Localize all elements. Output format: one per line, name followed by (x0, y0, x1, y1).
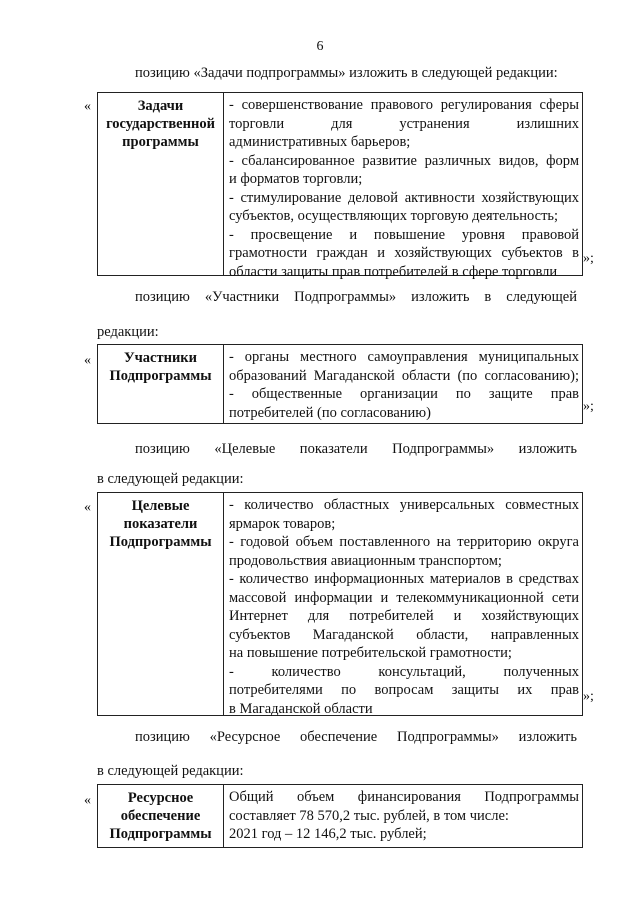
label-line: Задачи (137, 98, 184, 114)
intro-line: позицию «Участники Подпрограммы» изложить в следующей (135, 289, 577, 305)
text-line: - годовой объем поставленного на территорию округа (229, 534, 579, 550)
text-line: - количество консультаций, полученных (229, 663, 579, 680)
tasks-table (97, 92, 583, 280)
label-line: показатели (123, 516, 198, 532)
label-line: Целевые (131, 498, 190, 514)
text-line: области защиты прав потребителей в сфере торговли (229, 263, 558, 280)
text-line: составляет 78 570,2 тыс. рублей, в том числе: (229, 807, 509, 824)
participants-text (224, 345, 582, 423)
text-line: на повышение потребительской грамотности; (229, 645, 512, 661)
targets-text (224, 493, 582, 715)
text-line: и форматов торговли; (229, 171, 363, 187)
text-line: - общественные организации по защите прав (229, 386, 579, 402)
label-line: Подпрограммы (109, 826, 212, 842)
text-line: потребителями по вопросам защиты их прав (229, 682, 579, 698)
section-2-intro (97, 288, 577, 341)
page-number: 6 (316, 39, 324, 54)
text-line: Общий объем финансирования Подпрограммы (229, 789, 579, 805)
label-line: Подпрограммы (109, 368, 212, 384)
section-1-intro (97, 64, 577, 82)
open-quote: « (84, 99, 91, 114)
targets-table (97, 492, 583, 716)
open-quote: « (84, 500, 91, 515)
participants-label (98, 345, 224, 423)
resources-text (224, 785, 582, 847)
label-line: государственной (106, 116, 215, 132)
text-line: - стимулирование деловой активности хозяйствующих (229, 189, 579, 206)
text-line: - просвещение и повышение уровня правовой (229, 226, 579, 243)
resources-label (98, 785, 224, 847)
participants-table (97, 344, 583, 424)
label-line: программы (122, 134, 199, 150)
intro-line: позицию «Ресурсное обеспечение Подпрограммы» изложить (135, 729, 577, 745)
label-line: обеспечение (120, 808, 201, 824)
targets-label (98, 493, 224, 715)
label-line: Участники (123, 350, 198, 366)
text-line: административных барьеров; (229, 134, 411, 150)
close-quote: »; (583, 251, 594, 266)
text-line: - количество областных универсальных совместных (229, 497, 579, 513)
text-line: Интернет для потребителей и хозяйствующих (229, 608, 579, 624)
close-quote: »; (583, 399, 594, 414)
tasks-label (98, 93, 224, 275)
text-line: - совершенствование правового регулирования сферы (229, 97, 579, 113)
text-line: продовольствия авиационным транспортом; (229, 552, 502, 569)
text-line: в Магаданской области (229, 700, 373, 717)
resources-table (97, 784, 583, 848)
intro-line: редакции: (97, 324, 159, 340)
text-line: субъектов Магаданской области, направленных (229, 626, 579, 643)
text-line: потребителей (по согласованию) (229, 404, 431, 421)
intro-line: позицию «Целевые показатели Подпрограммы» изложить (135, 441, 577, 457)
intro-line: в следующей редакции: (97, 471, 244, 487)
text-line: - сбалансированное развитие различных видов, форм (229, 152, 579, 169)
close-quote: »; (583, 689, 594, 704)
tasks-text (224, 93, 582, 280)
text-line: массовой информации и телекоммуникационной сети (229, 589, 579, 606)
text-line: торговли для устранения излишних (229, 115, 579, 132)
label-line: Ресурсное (127, 790, 194, 806)
intro-line: позицию «Задачи подпрограммы» изложить в следующей редакции: (135, 65, 558, 81)
text-line: - количество информационных материалов в средствах (229, 571, 579, 587)
open-quote: « (84, 793, 91, 808)
section-3-intro (97, 440, 577, 488)
text-line: субъектов, осуществляющих торговую деятельность; (229, 208, 559, 224)
open-quote: « (84, 353, 91, 368)
text-line: 2021 год – 12 146,2 тыс. рублей; (229, 826, 427, 842)
text-line: образований Магаданской области (по согласованию); (229, 367, 579, 384)
section-4-intro (97, 728, 577, 780)
label-line: Подпрограммы (109, 534, 212, 550)
text-line: ярмарок товаров; (229, 515, 336, 532)
intro-line: в следующей редакции: (97, 763, 244, 779)
text-line: грамотности граждан и хозяйствующих субъектов в (229, 245, 579, 261)
text-line: - органы местного самоуправления муниципальных (229, 349, 579, 365)
